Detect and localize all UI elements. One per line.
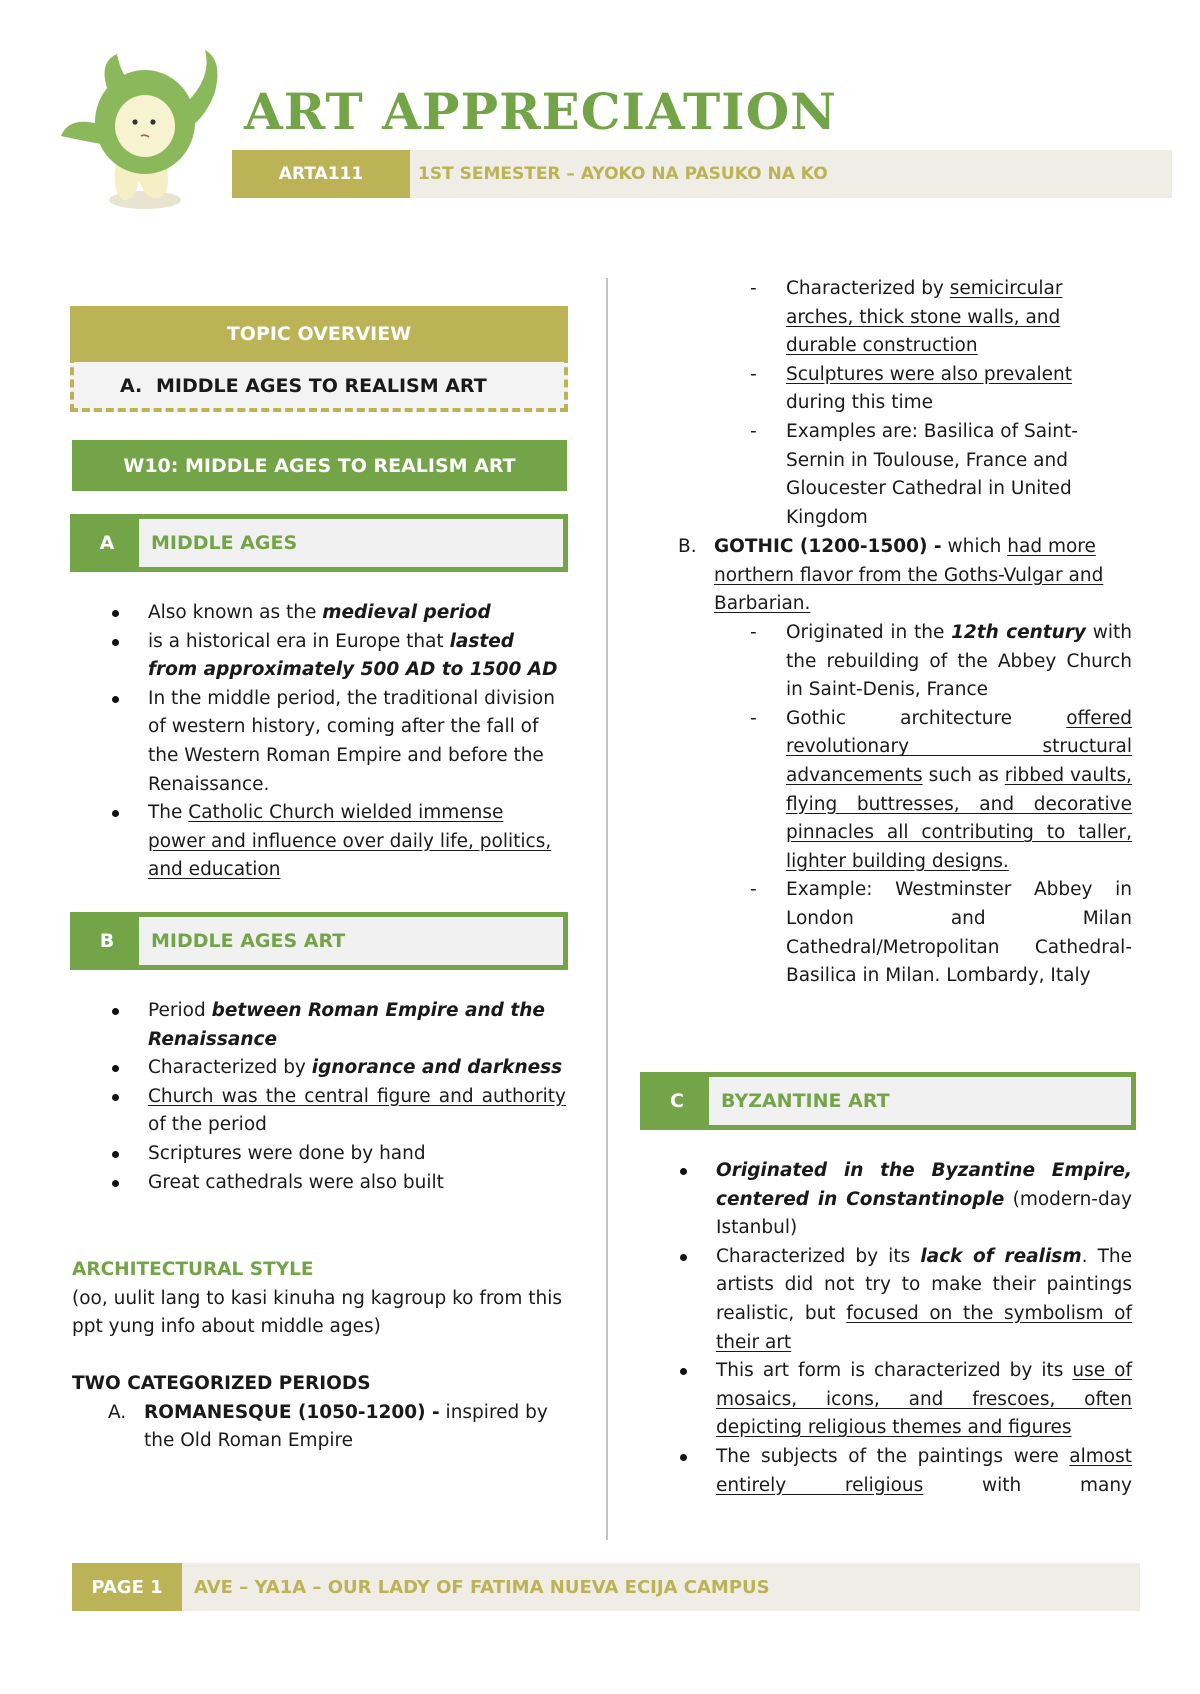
architectural-style-heading: ARCHITECTURAL STYLE: [72, 1259, 314, 1280]
periods-block: [72, 1370, 566, 1456]
list-item: Characterized by its lack of realism. The artists did not try to make their paintings realistic, but focused on the symbolism of their art: [640, 1243, 1132, 1357]
section-b-title: MIDDLE AGES ART: [151, 930, 346, 952]
list-item: Originated in the Byzantine Empire, centered in Constantinople (modern-day Istanbul): [640, 1157, 1132, 1243]
romanesque-item: A. ROMANESQUE (1050-1200) - inspired by the Old Roman Empire: [108, 1401, 548, 1452]
list-item: - Examples are: Basilica of Saint-Sernin in Toulouse, France and Gloucester Cathedral in United Kingdom: [750, 418, 1132, 532]
list-item: Characterized by ignorance and darkness: [72, 1054, 566, 1083]
topic-overview-item-letter: A.: [120, 375, 143, 397]
middle-ages-list: [72, 599, 566, 885]
list-item: - Sculptures were also prevalent during this time: [750, 361, 1132, 418]
list-item: Also known as the medieval period: [72, 599, 566, 628]
list-item: Period between Roman Empire and the Renaissance: [72, 997, 566, 1054]
semester-label: 1ST SEMESTER – AYOKO NA PASUKO NA KO: [418, 164, 828, 184]
list-item: - Characterized by semicircular arches, thick stone walls, and durable construction: [750, 275, 1132, 361]
section-c-header: [640, 1072, 1136, 1130]
list-item: Church was the central figure and authority of the period: [72, 1083, 566, 1140]
topic-overview-item: [120, 369, 487, 403]
week-banner: W10: MIDDLE AGES TO REALISM ART: [72, 440, 567, 491]
section-a-header: [70, 514, 568, 572]
list-item: In the middle period, the traditional division of western history, coming after the fall of the Western Roman Empire and before the Renaissance.: [72, 685, 566, 799]
section-b-header: [70, 912, 568, 970]
column-divider: [606, 278, 608, 1540]
page-number: PAGE 1: [72, 1563, 182, 1611]
document-title: ART APPRECIATION: [244, 82, 837, 141]
gothic-details: [750, 619, 1132, 991]
architectural-style-block: [72, 1256, 566, 1342]
mascot-illustration: [55, 40, 230, 215]
course-code: ARTA111: [232, 150, 410, 198]
footer-campus: AVE – YA1A – OUR LADY OF FATIMA NUEVA ECIJA CAMPUS: [194, 1576, 770, 1598]
section-b-letter: B: [75, 917, 139, 965]
list-item: The Catholic Church wielded immense power and influence over daily life, politics, and education: [72, 799, 566, 885]
list-item: is a historical era in Europe that lasted from approximately 500 AD to 1500 AD: [72, 628, 566, 685]
romanesque-details: [750, 275, 1132, 532]
list-item: - Example: Westminster Abbey in London and Milan Cathedral/Metropolitan Cathedral-Basilica in Milan. Lombardy, Italy: [750, 876, 1132, 990]
section-c-title: BYZANTINE ART: [721, 1090, 890, 1112]
list-item: - Originated in the 12th century with the rebuilding of the Abbey Church in Saint-Denis, France: [750, 619, 1132, 705]
list-item: Scriptures were done by hand: [72, 1140, 566, 1169]
topic-overview-heading: TOPIC OVERVIEW: [70, 306, 568, 362]
byzantine-list: [640, 1157, 1132, 1500]
section-c-letter: C: [645, 1077, 709, 1125]
list-item: Great cathedrals were also built: [72, 1169, 566, 1198]
topic-overview-item-label: MIDDLE AGES TO REALISM ART: [156, 375, 487, 397]
list-item: The subjects of the paintings were almost entirely religious with many: [640, 1443, 1132, 1500]
list-item: - Gothic architecture offered revolutionary structural advancements such as ribbed vaults, flying buttresses, and decorative pinnacles all contributing to taller, lighter building designs.: [750, 705, 1132, 877]
list-item: This art form is characterized by its use of mosaics, icons, and frescoes, often depicting religious themes and figures: [640, 1357, 1132, 1443]
gothic-item: B. GOTHIC (1200-1500) - which had more northern flavor from the Goths-Vulgar and Barbarian.: [678, 536, 1104, 615]
periods-heading: TWO CATEGORIZED PERIODS: [72, 1373, 371, 1394]
section-a-title: MIDDLE AGES: [151, 532, 298, 554]
middle-ages-art-list: [72, 997, 566, 1197]
section-a-letter: A: [75, 519, 139, 567]
architectural-style-note: (oo, uulit lang to kasi kinuha ng kagroup ko from this ppt yung info about middle ages): [72, 1287, 563, 1338]
